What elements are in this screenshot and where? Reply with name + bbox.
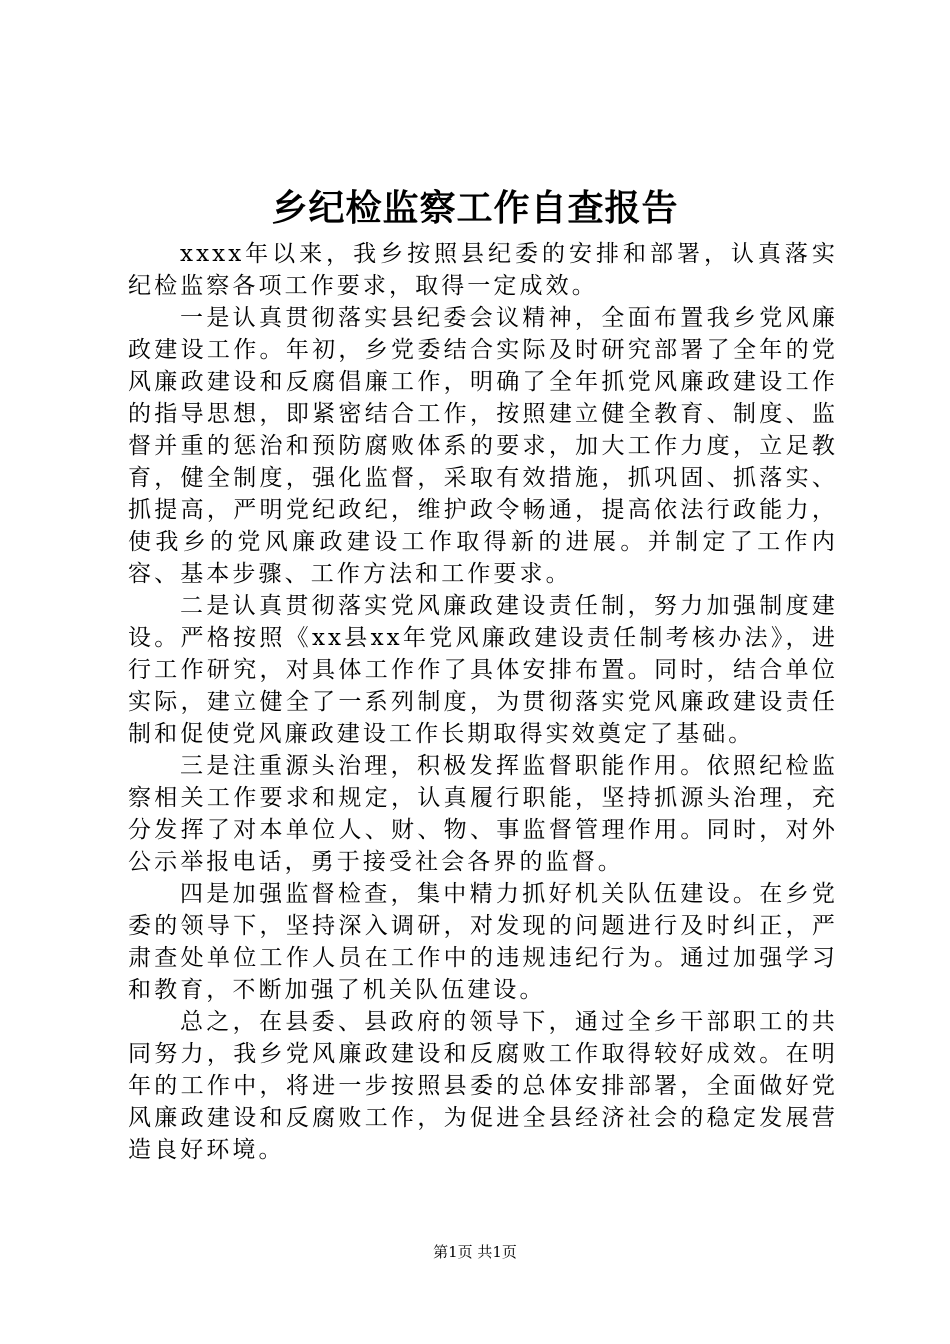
page-footer: 第1页 共1页 — [433, 1243, 517, 1261]
paragraph-point-3: 三是注重源头治理，积极发挥监督职能作用。依照纪检监察相关工作要求和规定，认真履行职能，坚持抓源头治理，充分发挥了对本单位人、财、物、事监督管理作用。同时，对外公示举报电话，勇于接受社会各界的监督。 — [128, 753, 838, 875]
paragraph-point-1: 一是认真贯彻落实县纪委会议精神，全面布置我乡党风廉政建设工作。年初，乡党委结合实际及时研究部署了全年的党风廉政建设和反腐倡廉工作，明确了全年抓党风廉政建设工作的指导思想，即紧密结合工作，按照建立健全教育、制度、监督并重的惩治和预防腐败体系的要求，加大工作力度，立足教育，健全制度，强化监督，采取有效措施，抓巩固、抓落实、抓提高，严明党纪政纪，维护政令畅通，提高依法行政能力，使我乡的党风廉政建设工作取得新的进展。并制定了工作内容、基本步骤、工作方法和工作要求。 — [128, 305, 838, 587]
paragraph-intro: xxxx年以来，我乡按照县纪委的安排和部署，认真落实纪检监察各项工作要求，取得一定成效。 — [128, 241, 838, 299]
document-body — [128, 238, 838, 1166]
document-title: 乡纪检监察工作自查报告 — [271, 187, 679, 229]
paragraph-point-2: 二是认真贯彻落实党风廉政建设责任制，努力加强制度建设。严格按照《xx县xx年党风廉政建设责任制考核办法》，进行工作研究，对具体工作作了具体安排布置。同时，结合单位实际，建立健全了一系列制度，为贯彻落实党风廉政建设责任制和促使党风廉政建设工作长期取得实效奠定了基础。 — [128, 593, 838, 747]
paragraph-conclusion: 总之，在县委、县政府的领导下，通过全乡干部职工的共同努力，我乡党风廉政建设和反腐败工作取得较好成效。在明年的工作中，将进一步按照县委的总体安排部署，全面做好党风廉政建设和反腐败工作，为促进全县经济社会的稳定发展营造良好环境。 — [128, 1009, 838, 1163]
paragraph-point-4: 四是加强监督检查，集中精力抓好机关队伍建设。在乡党委的领导下，坚持深入调研，对发现的问题进行及时纠正，严肃查处单位工作人员在工作中的违规违纪行为。通过加强学习和教育，不断加强了机关队伍建设。 — [128, 881, 838, 1003]
